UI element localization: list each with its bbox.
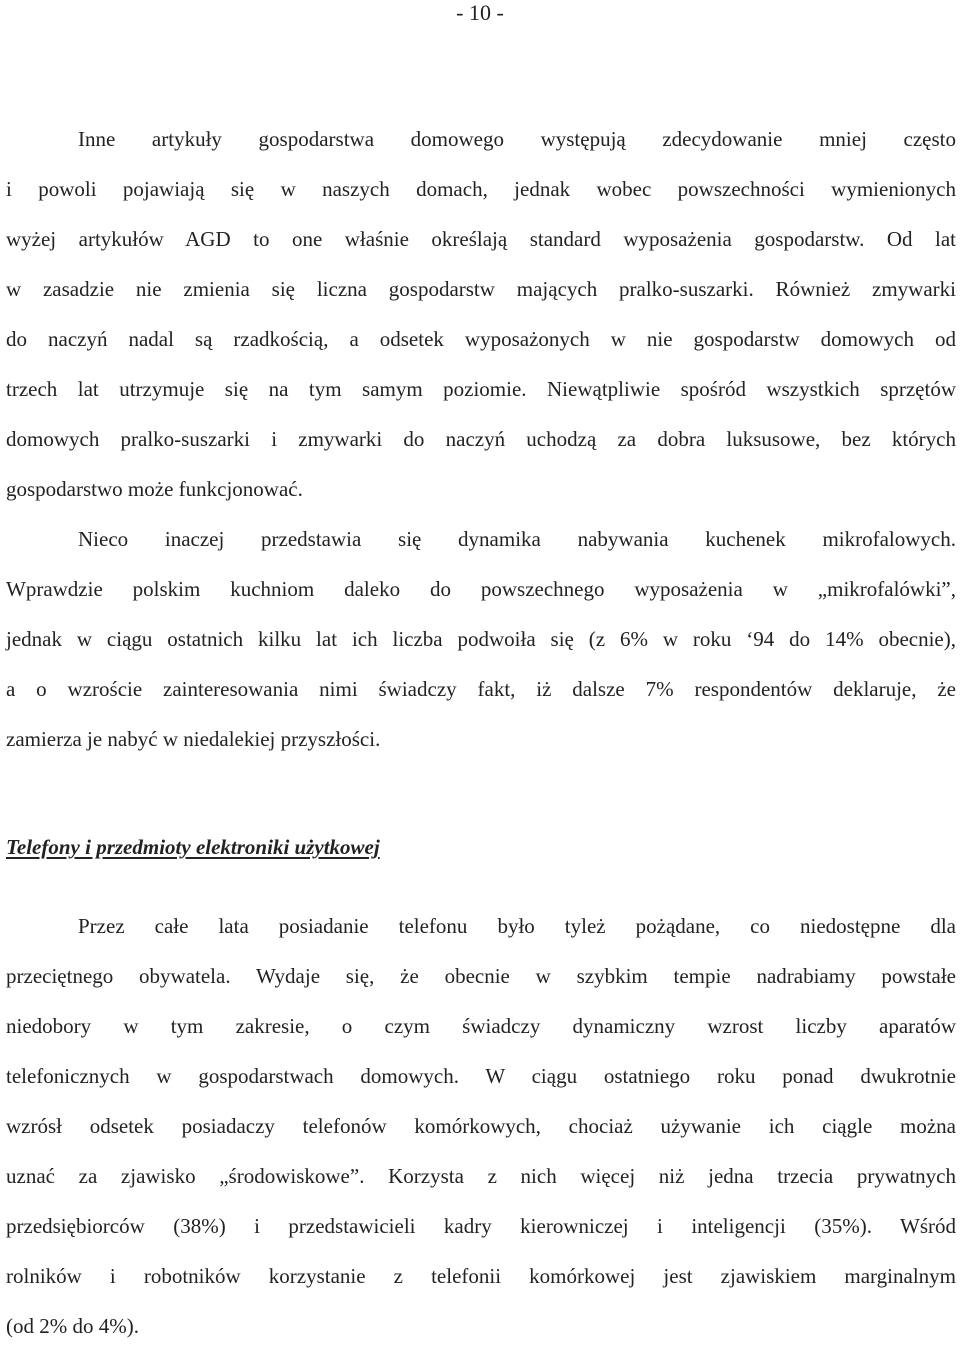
text-line: (od 2% do 4%). [6,1314,139,1338]
text-line: wzrósł odsetek posiadaczy telefonów komórkowych, chociaż używanie ich ciągle można [6,1114,956,1138]
text-line: przedsiębiorców (38%) i przedstawicieli kadry kierowniczej i inteligencji (35%). Wśród [6,1214,956,1238]
section-heading: Telefony i przedmioty elektroniki użytkowej [6,835,380,859]
text-line: uznać za zjawisko „środowiskowe”. Korzysta z nich więcej niż jedna trzecia prywatnych [6,1164,956,1188]
text-line: do naczyń nadal są rzadkością, a odsetek wyposażonych w nie gospodarstw domowych od [6,327,956,351]
text-line: jednak w ciągu ostatnich kilku lat ich liczba podwoiła się (z 6% w roku ‘94 do 14% obecnie), [6,627,956,651]
text-line: Inne artykuły gospodarstwa domowego występują zdecydowanie mniej często [78,127,956,151]
text-line: a o wzroście zainteresowania nimi świadczy fakt, iż dalsze 7% respondentów deklaruje, że [6,677,956,701]
text-line: w zasadzie nie zmienia się liczna gospodarstw mających pralko-suszarki. Również zmywarki [6,277,956,301]
text-line: domowych pralko-suszarki i zmywarki do naczyń uchodzą za dobra luksusowe, bez których [6,427,956,451]
page-number: - 10 - [456,0,504,25]
section2-paragraph1 [6,901,956,1351]
text-line: wyżej artykułów AGD to one właśnie określają standard wyposażenia gospodarstw. Od lat [6,227,956,251]
text-line: niedobory w tym zakresie, o czym świadczy dynamiczny wzrost liczby aparatów [6,1014,956,1038]
section1-paragraph1 [6,114,956,514]
text-line: przeciętnego obywatela. Wydaje się, że obecnie w szybkim tempie nadrabiamy powstałe [6,964,956,988]
text-line: trzech lat utrzymuje się na tym samym poziomie. Niewątpliwie spośród wszystkich sprzętów [6,377,956,401]
text-line: zamierza je nabyć w niedalekiej przyszłości. [6,727,381,751]
text-line: rolników i robotników korzystanie z telefonii komórkowej jest zjawiskiem marginalnym [6,1264,956,1288]
text-line: gospodarstwo może funkcjonować. [6,477,303,501]
text-line: i powoli pojawiają się w naszych domach, jednak wobec powszechności wymienionych [6,177,956,201]
section1-paragraph2 [6,514,956,764]
text-line: Wprawdzie polskim kuchniom daleko do powszechnego wyposażenia w „mikrofalówki”, [6,577,956,601]
text-line: Nieco inaczej przedstawia się dynamika nabywania kuchenek mikrofalowych. [78,527,956,551]
text-line: Przez całe lata posiadanie telefonu było tyleż pożądane, co niedostępne dla [78,914,956,938]
text-line: telefonicznych w gospodarstwach domowych. W ciągu ostatniego roku ponad dwukrotnie [6,1064,956,1088]
